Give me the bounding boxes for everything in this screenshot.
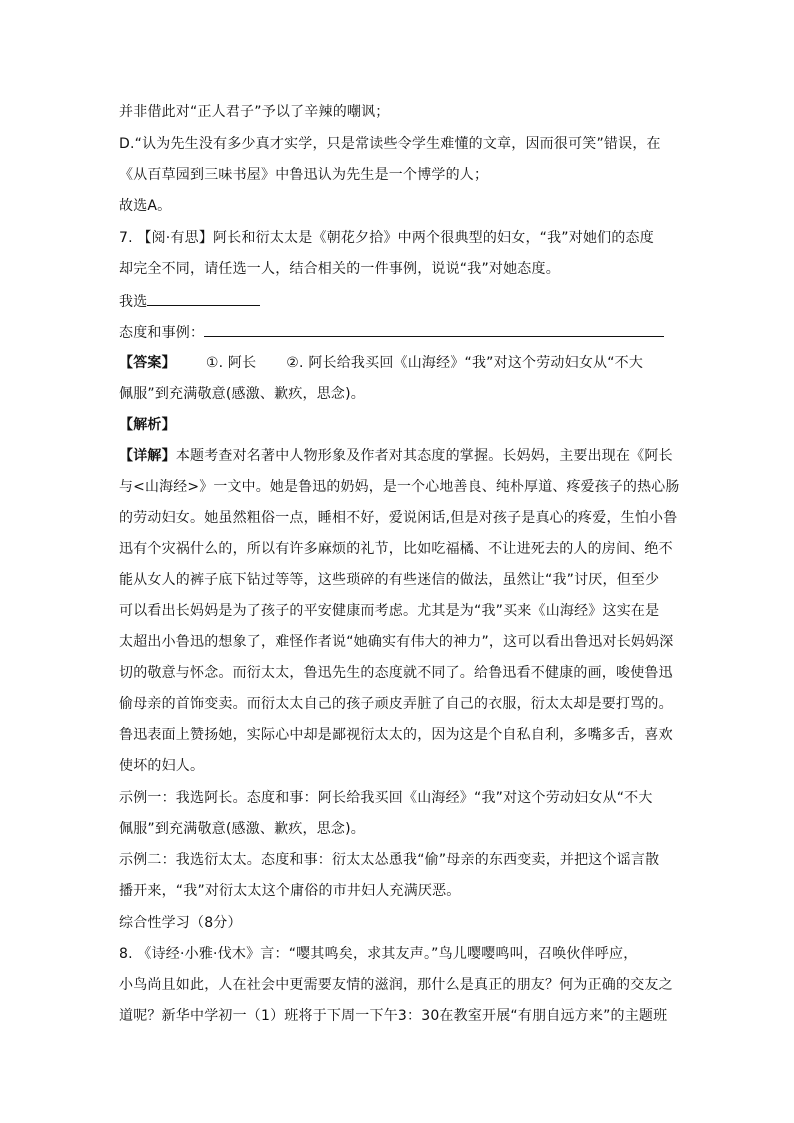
question-7-text: 却完全不同，请任选一人，结合相关的一件事例，说说“我”对她态度。 bbox=[119, 261, 560, 277]
answer-part-1: ①. 阿长 bbox=[205, 355, 257, 371]
example-1: 佩服”到充满敬意(感激、歉疚，思念)。 bbox=[119, 821, 365, 837]
attitude-label: 态度和事例： bbox=[119, 325, 205, 341]
text-line: D.“认为先生没有多少真才实学，只是常读些令学生难懂的文章，因而很可笑”错误，在 bbox=[119, 136, 661, 152]
attitude-blank bbox=[204, 321, 664, 337]
answer-row bbox=[119, 353, 679, 373]
attitude-row bbox=[119, 321, 679, 343]
example-2: 示例二：我选衍太太。态度和事：衍太太怂恿我“偷”母亲的东西变卖，并把这个谣言散 bbox=[119, 852, 660, 868]
detail-text: 切的敬意与怀念。而衍太太，鲁迅先生的态度就不同了。给鲁迅看不健康的画，唆使鲁迅 bbox=[119, 665, 673, 681]
text-line: 《从百草园到三味书屋》中鲁迅认为先生是一个博学的人； bbox=[119, 167, 489, 183]
detail-text: 的劳动妇女。她虽然粗俗一点，睡相不好，爱说闲话,但是对孩子是真心的疼爱，生怕小鲁 bbox=[119, 510, 678, 526]
question-8-text: 8. 《诗经·小雅·伐木》言：“嘤其鸣矣，求其友声。”鸟儿嘤嘤鸣叫，召唤伙伴呼应， bbox=[119, 946, 638, 962]
detail-text: 太超出小鲁迅的想象了，难怪作者说“她确实有伟大的神力”，这可以看出鲁迅对长妈妈深 bbox=[119, 634, 674, 650]
detail-text: 与<山海经>》一文中。她是鲁迅的奶妈，是一个心地善良、纯朴厚道、疼爱孩子的热心肠 bbox=[119, 479, 680, 495]
question-8-text: 小鸟尚且如此，人在社会中更需要友情的滋润，那什么是真正的朋友？何为正确的交友之 bbox=[119, 977, 673, 993]
choose-row bbox=[119, 290, 679, 312]
section-title: 综合性学习（8分） bbox=[119, 915, 242, 931]
detail-text: 迅有个灾祸什么的，所以有许多麻烦的礼节，比如吃福橘、不让进死去的人的房间、绝不 bbox=[119, 541, 673, 557]
detail-row bbox=[119, 446, 679, 466]
example-1: 示例一：我选阿长。态度和事：阿长给我买回《山海经》“我”对这个劳动妇女从“不大 bbox=[119, 790, 653, 806]
detail-text: 能从女人的裤子底下钻过等等，这些琐碎的有些迷信的做法，虽然让“我”讨厌，但至少 bbox=[119, 572, 660, 588]
text-line: 故选A。 bbox=[119, 198, 172, 214]
answer-tag: 【答案】 bbox=[119, 355, 176, 371]
question-8-text: 道呢？新华中学初一（1）班将于下周一下午3：30在教室开展“有朋自远方来”的主题班 bbox=[119, 1008, 668, 1024]
analysis-tag: 【解析】 bbox=[119, 417, 176, 433]
detail-text: 鲁迅表面上赞扬她，实际心中却是鄙视衍太太的，因为这是个自私自利，多嘴多舌，喜欢 bbox=[119, 727, 673, 743]
question-7-text: 7. 【阅·有思】阿长和衍太太是《朝花夕拾》中两个很典型的妇女，“我”对她们的态度 bbox=[119, 230, 654, 246]
choose-label: 我选 bbox=[119, 294, 148, 310]
detail-text: 偷母亲的首饰变卖。而衍太太自己的孩子顽皮弄脏了自己的衣服，衍太太却是要打骂的。 bbox=[119, 696, 673, 712]
choose-blank bbox=[147, 290, 260, 306]
detail-tag: 【详解】 bbox=[119, 448, 176, 464]
detail-text: 使坏的妇人。 bbox=[119, 758, 205, 774]
answer-text: 佩服”到充满敬意(感激、歉疚，思念)。 bbox=[119, 386, 365, 402]
example-2: 播开来，“我”对衍太太这个庸俗的市井妇人充满厌恶。 bbox=[119, 883, 461, 899]
text-line: 并非借此对“正人君子”予以了辛辣的嘲讽； bbox=[119, 104, 390, 120]
answer-part-2: ②. 阿长给我买回《山海经》“我”对这个劳动妇女从“不大 bbox=[286, 355, 644, 371]
detail-text: 可以看出长妈妈是为了孩子的平安健康而考虑。尤其是为“我”买来《山海经》这实在是 bbox=[119, 603, 660, 619]
detail-text: 本题考查对名著中人物形象及作者对其态度的掌握。长妈妈，主要出现在《阿长 bbox=[175, 448, 673, 464]
